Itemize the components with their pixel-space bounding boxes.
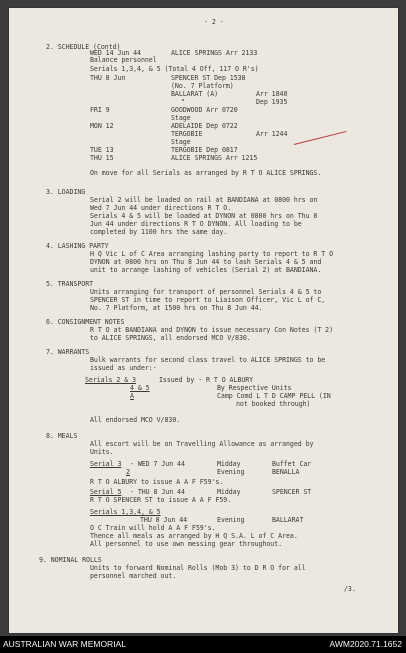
schedule-note: On move for all Serials as arranged by R T O ALICE SPRINGS. xyxy=(90,169,322,177)
meals-line: Units. xyxy=(90,448,114,456)
schedule-right: Dep 1935 xyxy=(256,98,288,106)
schedule-line: (No. 7 Platform) xyxy=(171,82,234,90)
warrant-issuer: Camp Comd L T D CAMP PELL (IN xyxy=(217,392,331,400)
page-number: - 2 - xyxy=(204,18,224,26)
loading-line: Serial 2 will be loaded on rail at BANDIANA at 0800 hrs on xyxy=(90,196,318,204)
meal-serial: 2 xyxy=(126,468,130,476)
schedule-line: Stage xyxy=(171,138,191,146)
con-notes-line: R T O at BANDIANA and DYNON to issue necessary Con Notes (T 2) xyxy=(90,326,334,334)
loading-line: Serials 4 & 5 will be loaded at DYNON at 0800 hrs on Thu 8 xyxy=(90,212,318,220)
continued-marker: /3. xyxy=(344,585,356,593)
section-6-heading: 6. CONSIGNMENT NOTES xyxy=(46,318,125,326)
section-5-heading: 5. TRANSPORT xyxy=(46,280,94,288)
warrant-serials: A xyxy=(130,392,134,400)
meal-serial: Serial 3 xyxy=(90,460,122,468)
footer-left: AUSTRALIAN WAR MEMORIAL xyxy=(3,639,126,649)
warrant-issuer: not booked through) xyxy=(236,400,311,408)
schedule-line: FRI 9 xyxy=(90,106,110,114)
section-2-heading: 2. SCHEDULE (Contd) xyxy=(46,43,121,51)
schedule-line: MON 12 xyxy=(90,122,114,130)
meal-serial: Serials 1,3,4, & 5 xyxy=(90,508,161,516)
meal-time: Evening xyxy=(217,516,245,524)
meal-place: Buffet Car xyxy=(272,460,312,468)
meal-day: - WED 7 Jun 44 xyxy=(130,460,185,468)
red-pencil-mark xyxy=(294,131,347,145)
meal-place: SPENCER ST xyxy=(272,488,312,496)
archive-footer xyxy=(0,636,406,653)
section-3-heading: 3. LOADING xyxy=(46,188,86,196)
transport-line: No. 7 Platform, at 1500 hrs on Thu 8 Jun 44. xyxy=(90,304,263,312)
transport-line: SPENCER ST in time to report to Liaison Officer, Vic L of C, xyxy=(90,296,326,304)
meal-day: THU 8 Jun 44 xyxy=(140,516,188,524)
rolls-line: Units to forward Nominal Rolls (Mob 3) to D R O for all xyxy=(90,564,306,572)
loading-line: completed by 1100 hrs the same day. xyxy=(90,228,228,236)
schedule-right: Arr 1840 xyxy=(256,90,288,98)
meal-note: R T O ALBURY to issue A A F F59's. xyxy=(90,478,224,486)
rolls-line: personnel marched out. xyxy=(90,572,177,580)
section-7-heading: 7. WARRANTS xyxy=(46,348,90,356)
meal-time: Midday xyxy=(217,460,241,468)
meal-note: Thence all meals as arranged by H Q S.A. L of C Area. xyxy=(90,532,298,540)
schedule-line: TERGOBIE xyxy=(171,130,203,138)
meal-note: O C Train will hold A A F F59's. xyxy=(90,524,216,532)
section-9-heading: 9. NOMINAL ROLLS xyxy=(39,556,102,564)
loading-line: Jun 44 under directions R T O DYNON. All loading to be xyxy=(90,220,302,228)
schedule-right: Arr 1244 xyxy=(256,130,288,138)
schedule-line: Stage xyxy=(171,114,191,122)
schedule-line: THU 8 Jun xyxy=(90,74,126,82)
meal-day: - THU 8 Jun 44 xyxy=(130,488,185,496)
footer-right: AWM2020.71.1652 xyxy=(329,639,402,649)
schedule-line: BALLARAT (A) xyxy=(171,90,219,98)
section-4-heading: 4. LASHING PARTY xyxy=(46,242,109,250)
schedule-line: THU 15 xyxy=(90,154,114,162)
warrant-issuer: By Respective Units xyxy=(217,384,292,392)
meal-time: Midday xyxy=(217,488,241,496)
schedule-right: GOODWOOD Arr 0720 xyxy=(171,106,238,114)
ditto-mark: " xyxy=(181,98,185,106)
schedule-right: ALICE SPRINGS Arr 1215 xyxy=(171,154,258,162)
schedule-right: ALICE SPRINGS Arr 2133 xyxy=(171,49,258,57)
loading-line: Wed 7 Jun 44 under directions R T O. xyxy=(90,204,232,212)
schedule-right: TERGOBIE Dep 0817 xyxy=(171,146,238,154)
schedule-line: Balance personnel xyxy=(90,56,157,64)
warrants-line: Bulk warrants for second class travel to ALICE SPRINGS to be xyxy=(90,356,326,364)
meals-line: All escort will be on Travelling Allowance as arranged by xyxy=(90,440,314,448)
schedule-right: SPENCER ST Dep 1538 xyxy=(171,74,246,82)
meal-time: Evening xyxy=(217,468,245,476)
schedule-line: WED 14 Jun 44 xyxy=(90,49,141,57)
document-page xyxy=(9,8,398,633)
lashing-line: H Q Vic L of C Area arranging lashing party to report to R T O xyxy=(90,250,334,258)
transport-line: Units arranging for transport of personnel Serials 4 & 5 to xyxy=(90,288,322,296)
lashing-line: unit to arrange lashing of vehicles (Serial 2) at BANDIANA. xyxy=(90,266,322,274)
con-notes-line: to ALICE SPRINGS, all endorsed MCO V/830. xyxy=(90,334,251,342)
section-8-heading: 8. MEALS xyxy=(46,432,78,440)
warrants-line: issued as under:- xyxy=(90,364,157,372)
meal-note: R T O SPENCER ST to issue A A F F59. xyxy=(90,496,232,504)
schedule-right: ADELAIDE Dep 0722 xyxy=(171,122,238,130)
meal-place: BALLARAT xyxy=(272,516,304,524)
meal-note: All personnel to use own messing gear throughout. xyxy=(90,540,283,548)
warrant-issuer: Issued by - R T O ALBURY xyxy=(159,376,254,384)
warrant-serials: 4 & 5 xyxy=(130,384,150,392)
lashing-line: DYNON at 0800 hrs on Thu 8 Jun 44 to lash Serials 4 & 5 and xyxy=(90,258,322,266)
schedule-line: TUE 13 xyxy=(90,146,114,154)
warrants-endorsed: All endorsed MCO V/830. xyxy=(90,416,181,424)
schedule-line: Serials 1,3,4, & 5 (Total 4 Off, 117 O R's) xyxy=(90,65,259,73)
meal-place: BENALLA xyxy=(272,468,300,476)
warrant-serials: Serials 2 & 3 xyxy=(85,376,136,384)
meal-serial: Serial 5 xyxy=(90,488,122,496)
